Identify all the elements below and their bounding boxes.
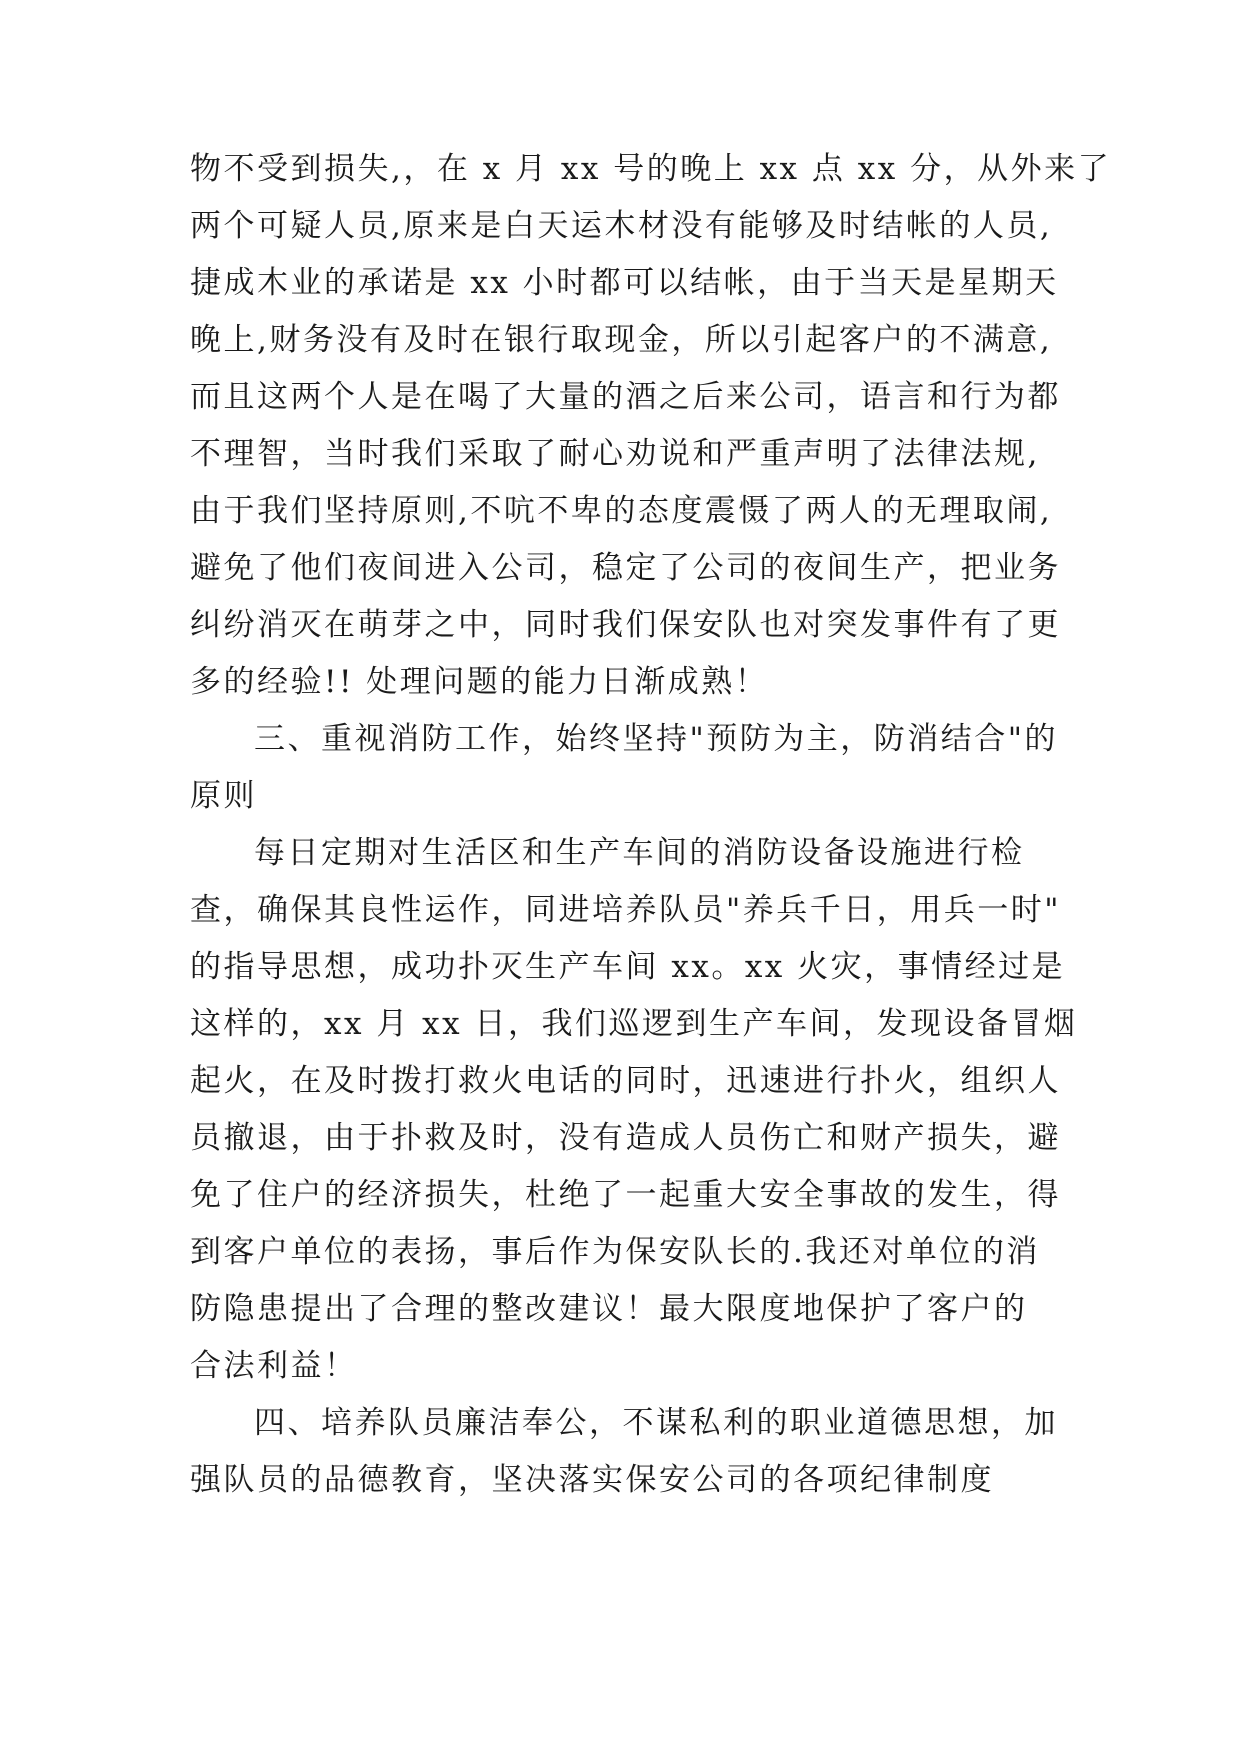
paragraph-start: 每日定期对生活区和生产车间的消防设备设施进行检: [254, 835, 1025, 871]
text-line: 防隐患提出了合理的整改建议！最大限度地保护了客户的: [190, 1291, 1028, 1327]
text-line: 由于我们坚持原则,不吭不卑的态度震慑了两人的无理取闹,: [190, 493, 1053, 529]
text-line: 捷成木业的承诺是 xx 小时都可以结帐，由于当天是星期天: [190, 265, 1059, 301]
text-line: 而且这两个人是在喝了大量的酒之后来公司，语言和行为都: [190, 379, 1061, 415]
text-line: 免了住户的经济损失，杜绝了一起重大安全事故的发生，得: [190, 1177, 1061, 1213]
text-line: 合法利益！: [190, 1348, 358, 1384]
text-line: 物不受到损失,，在 x 月 xx 号的晚上 xx 点 xx 分，从外来了: [190, 151, 1112, 187]
text-line: 两个可疑人员,原来是白天运木材没有能够及时结帐的人员,: [190, 208, 1053, 244]
section-heading-4: 四、培养队员廉洁奉公，不谋私利的职业道德思想，加: [254, 1405, 1058, 1441]
section-heading-3: 三、重视消防工作，始终坚持"预防为主，防消结合"的: [254, 721, 1059, 757]
text-line: 的指导思想，成功扑灭生产车间 xx。xx 火灾，事情经过是: [190, 949, 1066, 985]
text-line: 晚上,财务没有及时在银行取现金，所以引起客户的不满意,: [190, 322, 1053, 358]
text-line: 多的经验!! 处理问题的能力日渐成熟！: [190, 664, 769, 700]
text-line: 避免了他们夜间进入公司，稳定了公司的夜间生产，把业务: [190, 550, 1061, 586]
text-line: 起火，在及时拨打救火电话的同时，迅速进行扑火，组织人: [190, 1063, 1061, 1099]
section-heading-4-cont: 强队员的品德教育，坚决落实保安公司的各项纪律制度: [190, 1462, 994, 1498]
text-line: 到客户单位的表扬，事后作为保安队长的.我还对单位的消: [190, 1234, 1040, 1270]
section-heading-3-cont: 原则: [190, 778, 257, 814]
text-line: 查，确保其良性运作，同进培养队员"养兵千日，用兵一时": [190, 892, 1062, 928]
text-line: 不理智，当时我们采取了耐心劝说和严重声明了法律法规,: [190, 436, 1040, 472]
text-line: 纠纷消灭在萌芽之中，同时我们保安队也对突发事件有了更: [190, 607, 1061, 643]
text-line: 这样的，xx 月 xx 日，我们巡逻到生产车间，发现设备冒烟: [190, 1006, 1078, 1042]
text-line: 员撤退，由于扑救及时，没有造成人员伤亡和财产损失，避: [190, 1120, 1061, 1156]
